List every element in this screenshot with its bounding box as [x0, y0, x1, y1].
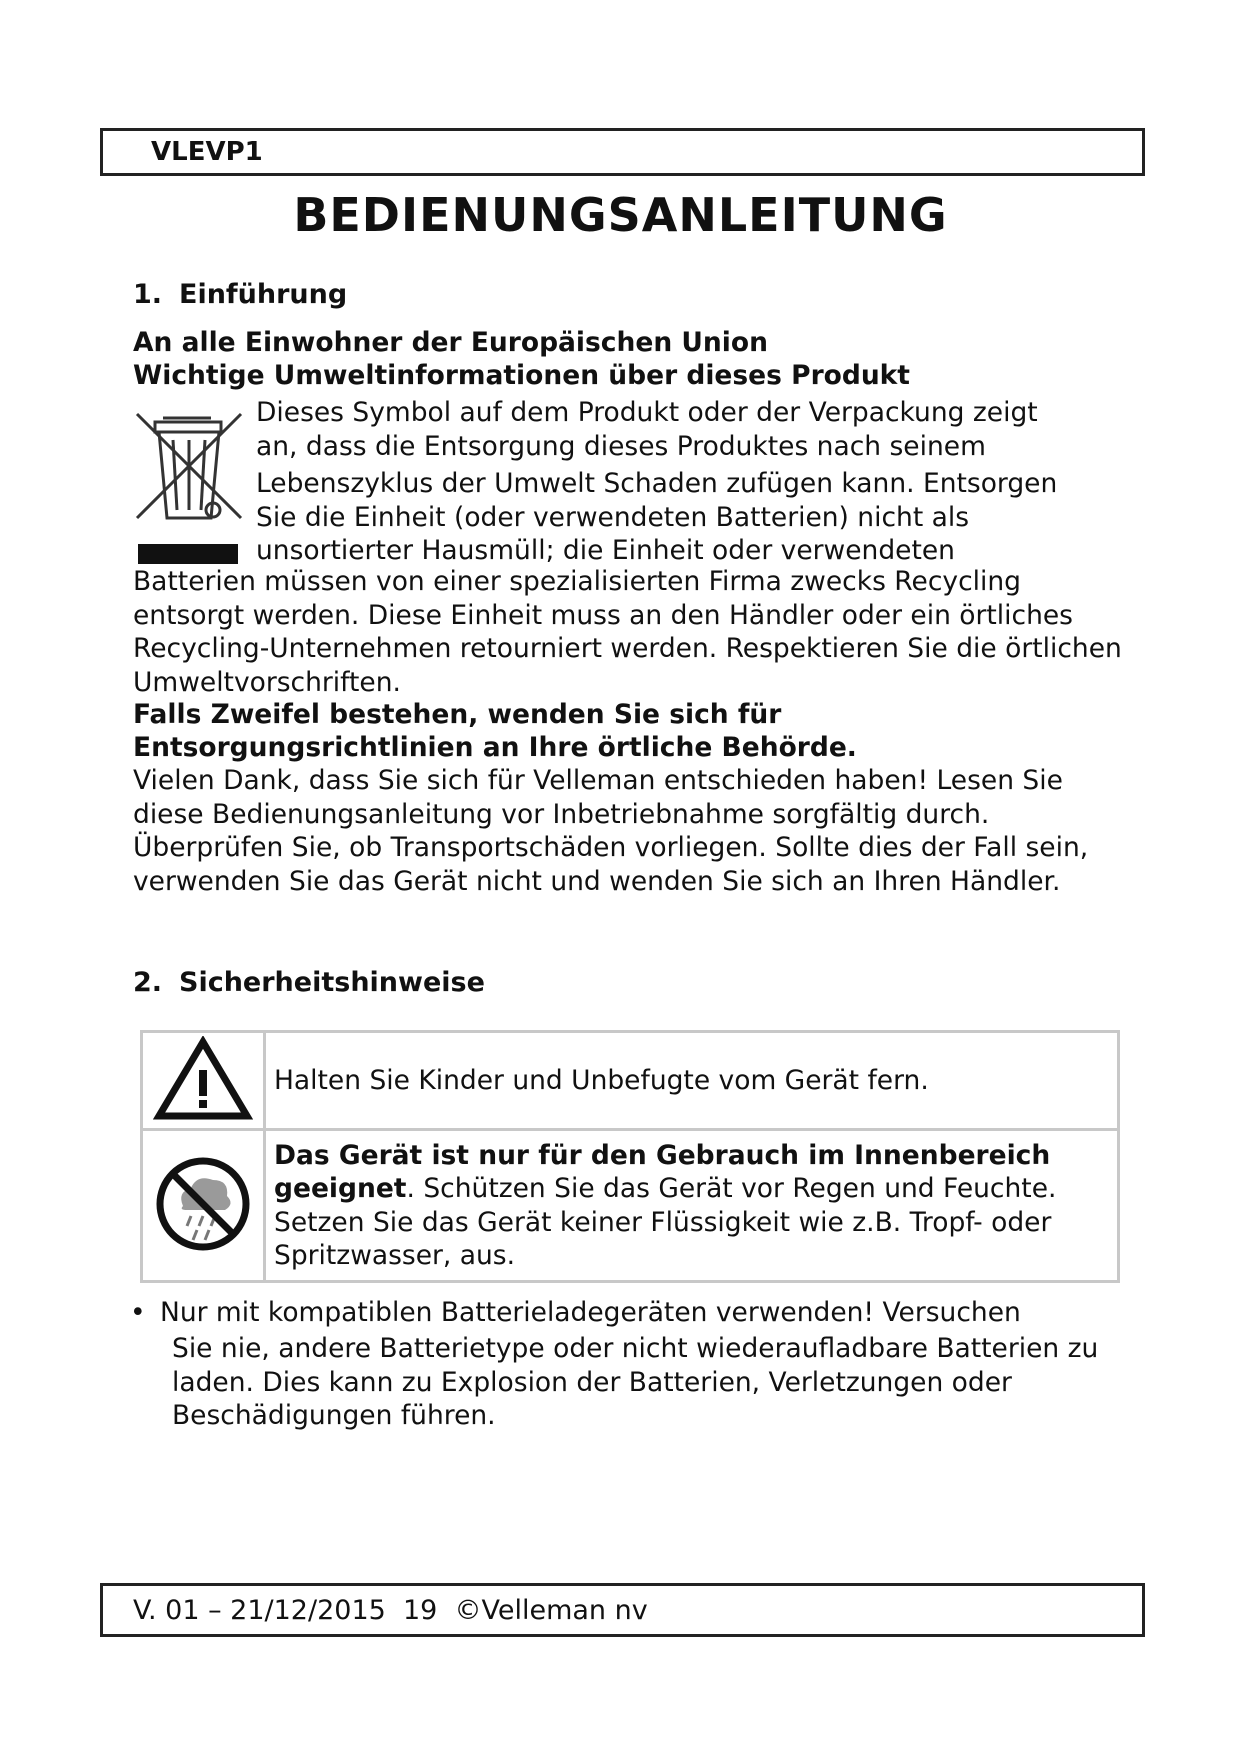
- header-box: [100, 128, 1145, 176]
- bullet-dot: •: [130, 1297, 146, 1328]
- weee-line: unsortierter Hausmüll; die Einheit oder verwendeten: [256, 535, 955, 566]
- footer-box: [100, 1583, 1145, 1637]
- safety-row-children: [142, 1032, 1119, 1130]
- no-rain-icon: [153, 1239, 253, 1258]
- safety-row-indoor: [142, 1130, 1119, 1282]
- section-1-title: Einführung: [179, 279, 348, 310]
- section-1-heading: [133, 279, 347, 310]
- no-rain-icon-cell: [142, 1130, 265, 1282]
- weee-continuation: Batterien müssen von einer spezialisierten Firma zwecks Recycling entsorgt werden. Diese Einheit muss an den Händler oder ein örtliches Recycling-Unternehmen retourniert werden. Respektieren Sie die örtlichen Umweltvorschriften.: [133, 566, 1122, 698]
- doubt-line-2: Entsorgungsrichtlinien an Ihre örtliche Behörde.: [133, 732, 857, 763]
- thanks-paragraph: Vielen Dank, dass Sie sich für Velleman entschieden haben! Lesen Sie diese Bedienungsanleitung vor Inbetriebnahme sorgfältig durch. Überprüfen Sie, ob Transportschäden vorliegen. Sollte dies der Fall sein, verwenden Sie das Gerät nicht und wenden Sie sich an Ihren Händler.: [133, 765, 1089, 897]
- children-warning: Halten Sie Kinder und Unbefugte vom Gerät fern.: [265, 1032, 1119, 1130]
- section-2-number: 2.: [133, 967, 163, 998]
- bullet-first-line: Nur mit kompatiblen Batterieladegeräten verwenden! Versuchen: [160, 1297, 1021, 1328]
- indoor-warning-text: . Schützen Sie das Gerät vor Regen und Feuchte. Setzen Sie das Gerät keiner Flüssigkeit wie z.B. Tropf- oder Spritzwasser, aus.: [274, 1173, 1057, 1271]
- bullet-continuation: Sie nie, andere Batterietype oder nicht wiederaufladbare Batterien zu laden. Dies kann zu Explosion der Batterien, Verletzungen oder Beschädigungen führen.: [172, 1333, 1099, 1431]
- page-title: BEDIENUNGSANLEITUNG: [293, 188, 948, 242]
- warning-triangle-icon: [153, 1107, 253, 1126]
- indoor-warning-bold: Das Gerät ist nur für den Gebrauch im Innenbereich geeignet: [274, 1139, 1051, 1204]
- crossed-bin-icon: [133, 406, 245, 576]
- doubt-line-1: Falls Zweifel bestehen, wenden Sie sich für: [133, 699, 782, 730]
- footer-text: V. 01 – 21/12/2015 19 ©Velleman nv: [133, 1595, 648, 1626]
- safety-table: [140, 1030, 1120, 1283]
- product-code: VLEVP1: [151, 137, 263, 167]
- env-heading: Wichtige Umweltinformationen über dieses Produkt: [133, 360, 910, 391]
- eu-heading: An alle Einwohner der Europäischen Union: [133, 327, 768, 358]
- weee-line: Lebenszyklus der Umwelt Schaden zufügen kann. Entsorgen: [256, 468, 1058, 499]
- weee-line: Sie die Einheit (oder verwendeten Batterien) nicht als: [256, 501, 970, 533]
- indoor-warning: [265, 1130, 1119, 1282]
- weee-text: [256, 396, 1057, 568]
- section-1-number: 1.: [133, 279, 163, 310]
- warning-icon-cell: [142, 1032, 265, 1130]
- section-2-title: Sicherheitshinweise: [179, 967, 485, 998]
- section-2-heading: [133, 967, 485, 998]
- weee-line: Dieses Symbol auf dem Produkt oder der Verpackung zeigt: [256, 397, 1038, 428]
- weee-line: an, dass die Entsorgung dieses Produktes nach seinem: [256, 430, 986, 462]
